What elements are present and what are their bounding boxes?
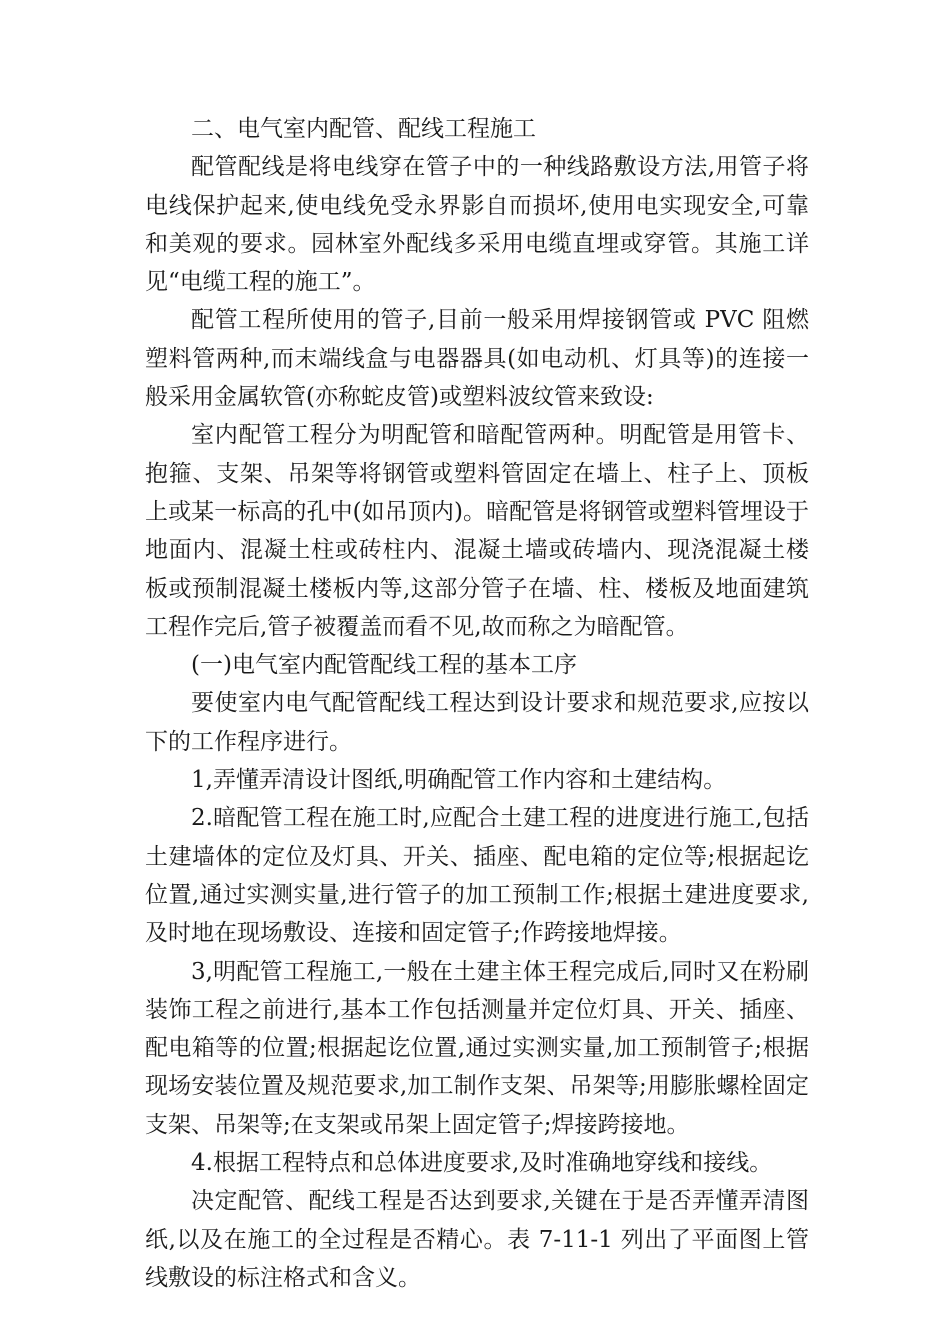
paragraph: 配管工程所使用的管子,目前一般采用焊接钢管或 PVC 阻燃塑料管两种,而末端线盒与电器器具(如电动机、灯具等)的连接一般采用金属软管(亦称蛇皮管)或塑料波纹管来致设: xyxy=(145,307,809,411)
step-item: 2.暗配管工程在施工时,应配合土建工程的进度进行施工,包括土建墙体的定位及灯具、开关、插座、配电箱的定位等;根据起讫位置,通过实测实量,进行管子的加工预制工作;根据土建进度要求,及时地在现场敷设、连接和固定管子;作跨接地焊接。 xyxy=(145,805,809,947)
paragraph: 决定配管、配线工程是否达到要求,关键在于是否弄懂弄清图纸,以及在施工的全过程是否精心。表 7-11-1 列出了平面图上管线敷设的标注格式和含义。 xyxy=(145,1188,809,1291)
paragraph: 室内配管工程分为明配管和暗配管两种。明配管是用管卡、抱箍、支架、吊架等将钢管或塑料管固定在墙上、柱子上、顶板上或某一标高的孔中(如吊顶内)。暗配管是将钢管或塑料管埋设于地面内、混凝土柱或砖柱内、混凝土墙或砖墙内、现浇混凝土楼板或预制混凝土楼板内等,这部分管子在墙、柱、楼板及地面建筑工程作完后,管子被覆盖而看不见,故而称之为暗配管。 xyxy=(145,422,809,640)
step-item: 3,明配管工程施工,一般在土建主体王程完成后,同时又在粉刷装饰工程之前进行,基本工作包括测量并定位灯具、开关、插座、配电箱等的位置;根据起讫位置,通过实测实量,加工预制管子;根据现场安装位置及规范要求,加工制作支架、吊架等;用膨胀螺栓固定支架、吊架等;在支架或吊架上固定管子;焊接跨接地。 xyxy=(145,958,809,1138)
section-heading: 二、电气室内配管、配线工程施工 xyxy=(191,116,536,142)
step-item: 1,弄懂弄清设计图纸,明确配管工作内容和土建结构。 xyxy=(191,767,727,794)
step-item: 4.根据工程特点和总体进度要求,及时准确地穿线和接线。 xyxy=(191,1150,773,1177)
paragraph: 配管配线是将电线穿在管子中的一种线路敷设方法,用管子将电线保护起来,使电线免受永界影自而损坏,使用电实现安全,可靠和美观的要求。园林室外配线多采用电缆直埋或穿管。其施工详见“电缆工程的施工”。 xyxy=(145,154,809,296)
paragraph: 要使室内电气配管配线工程达到设计要求和规范要求,应按以下的工作程序进行。 xyxy=(145,690,809,755)
document-body xyxy=(145,110,809,1297)
subsection-heading: (一)电气室内配管配线工程的基本工序 xyxy=(191,652,577,679)
